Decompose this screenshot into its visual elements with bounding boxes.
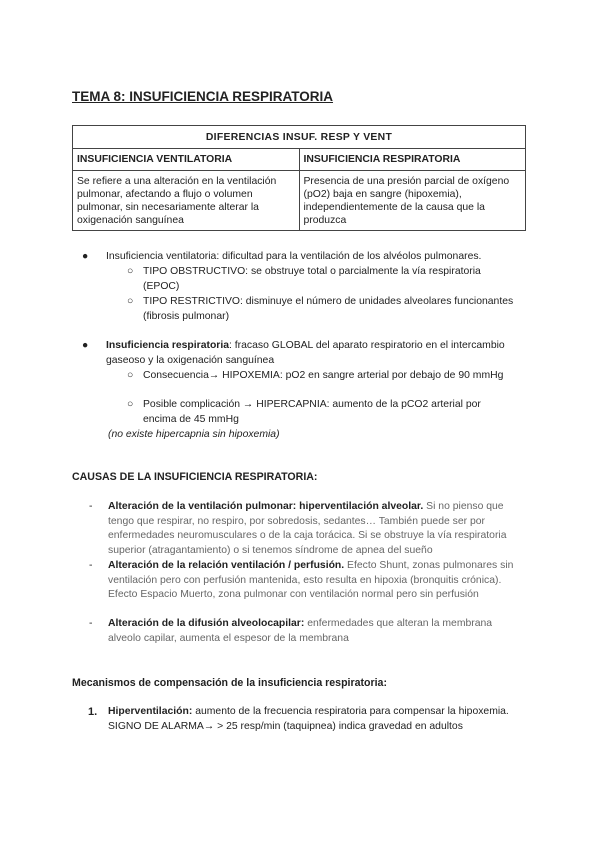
cause-text: enfermedades que alteran la membrana alveolo capilar, aumenta el espesor de la membrana <box>108 618 493 644</box>
sub-bullet-icon: ○ <box>127 399 134 410</box>
dash-icon: - <box>89 560 93 571</box>
sub-bullet-icon: ○ <box>127 370 134 381</box>
cell-ventilatoria: Se refiere a una alteración en la ventilación pulmonar, afectando a flujo o volumen pulmonar, sin necesariamente alterar la oxigenación sanguínea <box>73 171 300 231</box>
sub-bullet-icon: ○ <box>127 296 134 307</box>
sub-bullet-text: Posible complicación → HIPERCAPNIA: aumento de la pCO2 arterial por encima de 45 mmHg <box>143 399 481 425</box>
bullet-text: Insuficiencia ventilatoria: dificultad para la ventilación de los alvéolos pulmonares. <box>106 251 482 262</box>
dash-icon: - <box>89 618 93 629</box>
item-title: Hiperventilación: <box>108 706 193 717</box>
sub-bullet-obstructivo <box>127 265 515 294</box>
sub-bullet-hipercapnia <box>127 398 515 427</box>
compensation-item-hiperventilacion <box>88 705 518 734</box>
compensation-heading: Mecanismos de compensación de la insuficiencia respiratoria: <box>72 677 387 689</box>
column-header-respiratoria: INSUFICIENCIA RESPIRATORIA <box>299 149 526 171</box>
differences-table <box>72 125 526 231</box>
bullet-bold-term: Insuficiencia respiratoria <box>106 340 230 351</box>
sub-bullet-text: Consecuencia→ HIPOXEMIA: pO2 en sangre arterial por debajo de 90 mmHg <box>143 370 504 381</box>
bullet-text: : fracaso GLOBAL del aparato respiratorio en el intercambio gaseoso y la oxigenación sanguínea <box>106 340 505 366</box>
dash-icon: - <box>89 501 93 512</box>
cause-ventilacion-perfusion <box>89 559 523 603</box>
sub-bullet-text: TIPO OBSTRUCTIVO: se obstruye total o parcialmente la vía respiratoria (EPOC) <box>143 266 481 292</box>
sub-bullet-hipoxemia <box>127 369 515 384</box>
causes-heading: CAUSAS DE LA INSUFICIENCIA RESPIRATORIA: <box>72 471 318 483</box>
list-number: 1. <box>88 706 98 718</box>
note-hipercapnia: (no existe hipercapnia sin hipoxemia) <box>108 429 280 440</box>
cause-text: Si no pienso que tengo que respirar, no respiro, por sobredosis, sedantes… También puede ser por enfermedades neuromusculares o de la caja torácica. Si se obstruye la vía respiratoria superior (atragantamiento) o si tenemos síndrome de apnea del sueño <box>108 501 507 556</box>
column-header-ventilatoria: INSUFICIENCIA VENTILATORIA <box>73 149 300 171</box>
sub-bullet-text: TIPO RESTRICTIVO: disminuye el número de unidades alveolares funcionantes (fibrosis pulmonar) <box>143 296 514 322</box>
cause-title: Alteración de la relación ventilación / perfusión. <box>108 560 345 571</box>
page-title: TEMA 8: INSUFICIENCIA RESPIRATORIA <box>72 89 334 104</box>
cause-difusion <box>89 617 523 646</box>
bullet-icon: ● <box>82 340 89 351</box>
cause-ventilacion <box>89 500 523 558</box>
bullet-insuf-ventilatoria <box>82 250 526 265</box>
bullet-icon: ● <box>82 251 89 262</box>
sub-bullet-restrictivo <box>127 295 515 324</box>
bullet-insuf-respiratoria <box>82 339 506 368</box>
cause-title: Alteración de la ventilación pulmonar: hiperventilación alveolar. <box>108 501 424 512</box>
cause-text: Efecto Shunt, zonas pulmonares sin ventilación pero con perfusión mantenida, esto resulta en hipoxia (bronquitis crónica). Efecto Espacio Muerto, zona pulmonar con ventilación normal pero sin perfusión <box>108 560 514 600</box>
sub-bullet-icon: ○ <box>127 266 134 277</box>
item-text: aumento de la frecuencia respiratoria para compensar la hipoxemia. SIGNO DE ALARMA→ > 25 resp/min (taquipnea) indica gravedad en adultos <box>108 706 509 732</box>
cause-title: Alteración de la difusión alveolocapilar: <box>108 618 305 629</box>
table-caption: DIFERENCIAS INSUF. RESP Y VENT <box>73 126 526 149</box>
cell-respiratoria: Presencia de una presión parcial de oxígeno (pO2) baja en sangre (hipoxemia), independientemente de la causa que la produzca <box>299 171 526 231</box>
